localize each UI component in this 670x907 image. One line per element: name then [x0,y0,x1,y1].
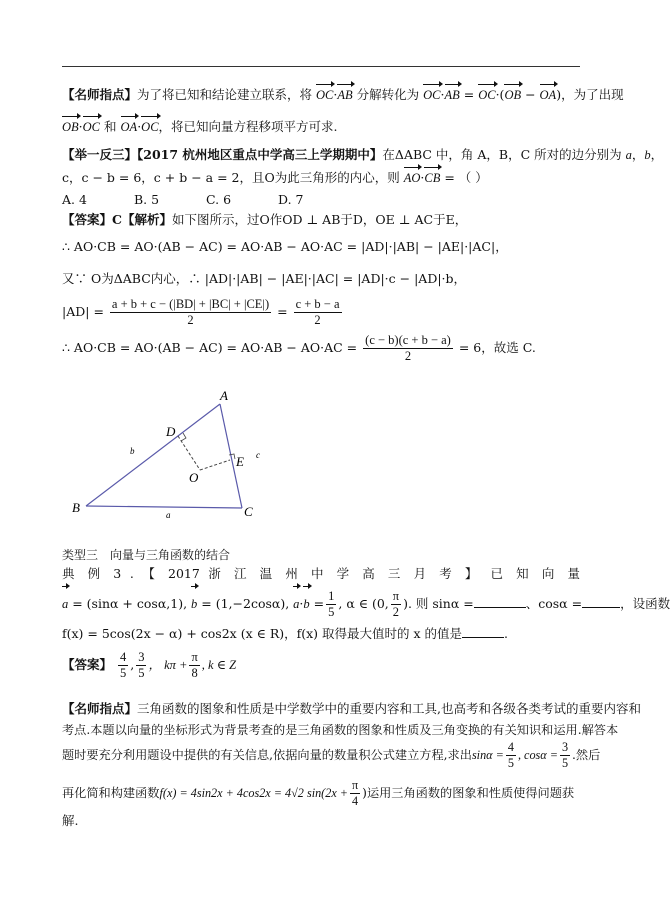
answer-line5: ∴ AO·CB = AO·(AB − AC) = AO·AB − AO·AC = $\frac{(c - b)(c + b - a)}{2}$ = 6，故选 C. [62,333,536,363]
label-side-c: c [256,450,260,460]
answer-line4: |AD| = $\frac{a + b + c - (|BD| + |BC| + |CE|)}{2}$ = $\frac{c + b - a}{2}$ [62,297,340,327]
label-d-point: D [166,424,176,439]
side-bc [86,506,242,508]
answer-line2: ∴ AO·CB = AO·(AB − AC) = AO·AB − AO·AC = |AD|·|AB| − |AE|·|AC|， [62,239,508,254]
tip2-line1: 【名师指点】三角函数的图象和性质是中学数学中的重要内容和工具,也高考和各级各类考试的重要内容和 [62,701,641,716]
example3-line1: 典 例 3 . 【 2017 浙 江 温 州 中 学 高 三 月 考 】 已 知 向 量 [62,566,580,581]
answer2-line: 【答案】 $\frac{4}{5}$ , $\frac{3}{5}$ ， kπ + $\frac{\pi}{8}$ , k ∈ Z [62,650,237,680]
cos-answer-blank[interactable] [582,595,620,608]
side-ba [86,404,220,506]
label-side-a: a [166,510,171,520]
header-rule [62,66,580,67]
right-angle-d [181,433,186,441]
tip2-line3: 题时要充分利用题设中提供的有关信息,依据向量的数量积公式建立方程,求出sinα = $\frac{4}{5}$ , cosα = $\frac{3}{5}$ .然后 [62,740,601,770]
type3-heading: 类型三 向量与三角函数的结合 [62,548,231,562]
segment-oe [200,460,230,470]
tip1-line2: OB·OC 和 OA·OC，将已知向量方程移项平方可求. [62,119,338,134]
tip2-line5: 解. [62,813,79,828]
label-b-vertex: B [72,500,80,515]
label-a-vertex: A [220,388,228,403]
label-e-point: E [236,454,244,469]
answer-line3: 又∵ O为ΔABC内心，∴ |AD|·|AB| − |AE|·|AC| = |AD|·c − |AD|·b， [62,271,467,286]
example-line1: 【举一反三】【2017 杭州地区重点中学高三上学期期中】在ΔABC 中，角 A，B，C 所对的边分别为 a，b， [62,147,664,162]
tip2-line2: 考点.本题以向量的坐标形式为背景考查的是三角函数的图象和性质及三角变换的有关知识和运用.解答本 [62,723,619,737]
tip1-line1: 【名师指点】为了将已知和结论建立联系，将 OC·AB 分解转化为 OC·AB = OC·(OB − OA)，为了出现 [62,87,624,102]
example-line2: c，c − b = 6，c + b − a = 2，且O为此三角形的内心，则 AO·CB = （ ） [62,170,488,185]
label-o-point: O [189,470,199,485]
answer-line1: 【答案】C【解析】如下图所示，过O作OD ⊥ AB于D，OE ⊥ AC于E， [62,212,468,227]
sin-answer-blank[interactable] [474,595,526,608]
tip2-line4: 再化简和构建函数f(x) = 4sin2x + 4cos2x = 4√2 sin(2x + $\frac{\pi}{4}$ )运用三角函数的图象和性质使得问题获 [62,778,575,808]
x-value-blank[interactable] [462,625,504,638]
example3-line2: a = (sinα + cosα,1), b = (1,−2cosα), a·b = $\frac{1}{5}$ , α ∈ (0, $\frac{\pi}{2}$ ). 则 sinα = 、cosα = ，设函数 [62,589,670,619]
triangle-figure [62,384,352,530]
label-side-b: b [130,446,135,456]
example3-line3: f(x) = 5cos(2x − α) + cos2x (x ∈ R)，f(x) 取得最大值时的 x 的值是 . [62,626,508,641]
label-c-vertex: C [244,504,253,519]
example-options: A. 4 B. 5 C. 6 D. 7 [62,192,304,207]
